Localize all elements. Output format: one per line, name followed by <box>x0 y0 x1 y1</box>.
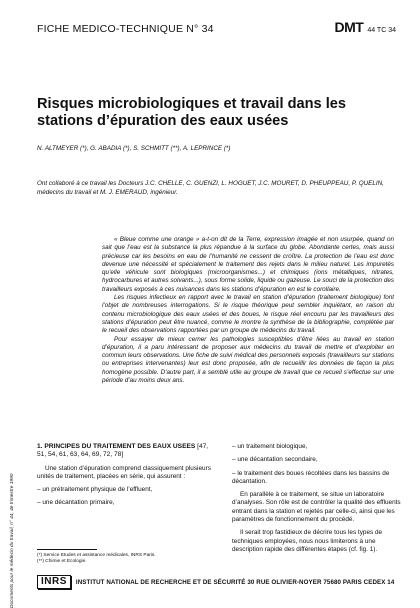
journal-reference-vertical: Documents pour le médecin du travail, n° 44, 4e trimestre 1990 <box>10 473 15 608</box>
section-heading <box>37 443 212 460</box>
publisher-footer <box>37 575 394 589</box>
footnote: (**) Chimie et Ecologie. <box>37 559 87 564</box>
authors-line: N. ALTMEYER (*), G. ABADIA (*), S. SCHMITT (**), A. LEPRINCE (*) <box>37 145 231 152</box>
document-series-header: FICHE MEDICO-TECHNIQUE N° 34 <box>37 23 214 35</box>
list-item: – un traitement biologique, <box>232 443 308 450</box>
section-heading-text: 1. PRINCIPES DU TRAITEMENT DES EAUX USEES <box>37 443 196 450</box>
list-item: – une décantation primaire, <box>37 499 115 507</box>
footnote-divider <box>37 549 97 550</box>
inrs-logo: INRS <box>37 575 71 589</box>
body-column-right <box>232 443 402 559</box>
list-item: – le traitement des boues récoltées dans les bassins de décantation. <box>232 469 390 485</box>
list-item: – un prétraitement physique de l’effluent, <box>37 486 153 494</box>
abstract-paragraph: « Bleue comme une orange » a-t-on dit de la Terre, expression imagée et non usurpée, quand on sait que l’eau est la substance la plus répandue à la surface du globe. Abondante certes, mais aussi précieuse car les besoins en eau de l’humanité ne cessent de croître. La protection de l’eau est donc devenue une nécessité et spécialement le traitement des rejets dans le milieu naturel. Les impuretés qu’elle véhicule sont biologiques (microorganismes...) et chimiques (ions métalliques, nitrates, hydrocarbures et autres solvants...), sous forme solide, liquide ou gazeuse. Le souci de la protection des travailleurs exposés à ces nuisances dans les stations d’épuration en est le corollaire. <box>102 236 394 293</box>
footnote: (*) Service Etudes et assistance médicales, INRS Paris. <box>37 553 156 558</box>
header-code-block <box>335 19 397 35</box>
body-paragraph: Une station d’épuration comprend classiquement plusieurs unités de traitement, placées en série, qui assurent : <box>37 464 211 480</box>
article-title: Risques microbiologiques et travail dans les stations d’épuration des eaux usées <box>37 96 346 129</box>
abstract-paragraph: Les risques infectieux en rapport avec le travail en station d’épuration (traitement biologique) font l’objet de nombreuses interrogations. Si le risque théorique peut sembler inquiétant, en raison du contenu microbiologique des eaux usées et des boues, le risque réel encouru par les travailleurs des stations d’épuration peut être nuancé, comme le montre la synthèse de la bibliographie, complétée par le recueil des observations rapportées par un groupe de médecins du travail. <box>102 294 394 335</box>
document-code: 44 TC 34 <box>367 27 396 34</box>
abstract-paragraph: Pour essayer de mieux cerner les pathologies susceptibles d’être liées au travail en station d’épuration, il a paru intéressant de proposer aux médecins du travail de mettre et d’exploiter en commun leurs observations. Une fiche de suivi médical des personnels exposés (travailleurs sur stations ou entreprises intervenantes) leur est donc proposée, afin de recueillir les données de façon la plus homogène possible. D’autre part, il a semblé utile au groupe de travail que ce recueil s’effectue sur une période d’au moins deux ans. <box>102 335 394 385</box>
body-paragraph: En parallèle à ce traitement, se situe un laboratoire d’analyses. Son rôle est de contrôler la qualité des effluents entrant dans la station et rejetés par celle-ci, ainsi que les paramètres de fonctionnement du procédé. <box>232 491 401 524</box>
section-references: [47, 51, 54, 61, 63, 64, 69, 72, 78] <box>37 443 209 459</box>
publisher-address: INSTITUT NATIONAL DE RECHERCHE ET DE SÉCURITÉ 30 RUE OLIVIER-NOYER 75680 PARIS CEDEX 14 <box>75 578 395 586</box>
collaborators-note: Ont collaboré à ce travail les Docteurs J.C. CHELLE, C. GUENZI, L. HOGUET, J.C. MOURET, D. PHEUPPEAU, P. QUELIN, médecins du travail et M. J. EMERAUD, ingénieur. <box>37 180 384 196</box>
footnotes <box>37 553 212 565</box>
body-paragraph: Il serait trop fastidieux de décrire tous les types de techniques employées, nous nous limiterons à une description rapide des différentes étapes (cf. fig. 1). <box>232 529 383 553</box>
abstract <box>102 236 394 385</box>
body-column-left <box>37 443 212 513</box>
dmt-logo: DMT <box>334 19 364 35</box>
list-item: – une décantation secondaire, <box>232 456 318 464</box>
